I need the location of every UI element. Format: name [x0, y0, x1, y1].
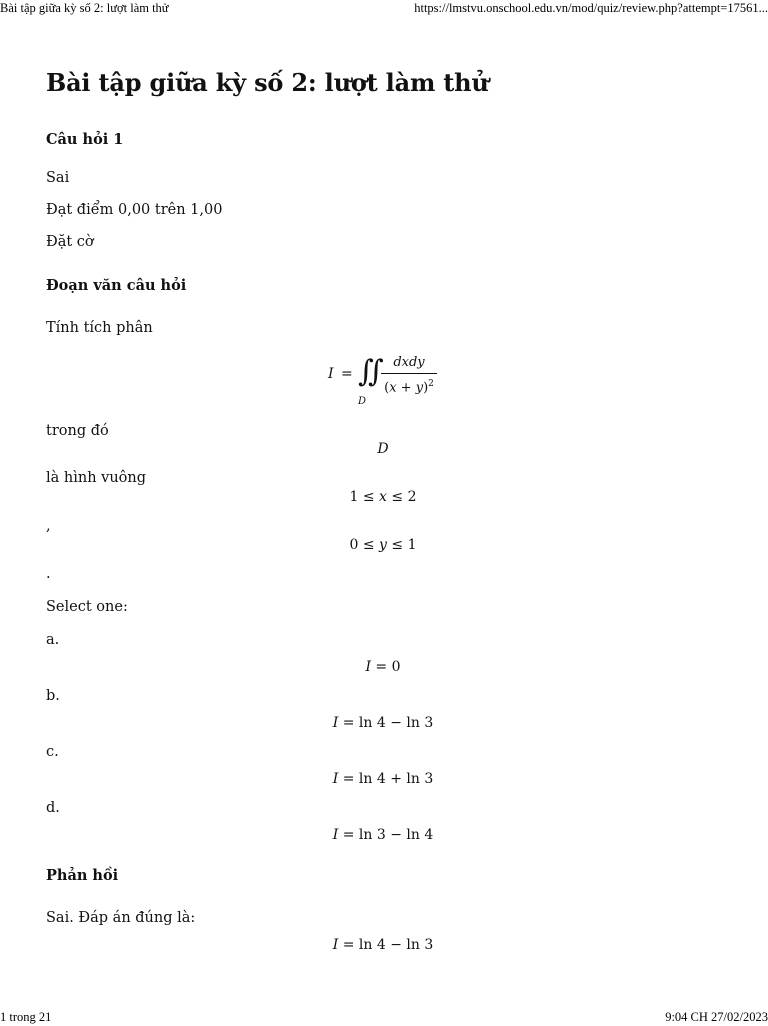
option-b-lhs: I: [332, 715, 339, 731]
page-title: Bài tập giữa kỳ số 2: lượt làm thử: [46, 68, 489, 97]
option-a-expr: = 0: [370, 659, 401, 675]
question-heading: Câu hỏi 1: [46, 131, 124, 148]
correct-answer-expr: = ln 4 − ln 3: [338, 937, 434, 953]
option-b-letter[interactable]: b.: [46, 688, 60, 704]
is-square-text: là hình vuông: [46, 470, 147, 486]
flag-question-link[interactable]: Đặt cờ: [46, 234, 94, 250]
formula-fraction: [381, 354, 437, 397]
print-datetime: 9:04 CH 27/02/2023: [665, 1010, 768, 1024]
formula-lhs: I: [328, 366, 334, 382]
cond-x-var: x: [379, 489, 387, 505]
formula-denominator: [381, 375, 437, 397]
region-d: D: [377, 441, 389, 457]
option-c-lhs: I: [332, 771, 339, 787]
option-d-answer[interactable]: [283, 827, 483, 843]
condition-x: [283, 489, 483, 505]
den-open: (: [384, 380, 390, 396]
den-x: x: [389, 380, 397, 396]
feedback-text: Sai. Đáp án đúng là:: [46, 910, 196, 926]
print-header-title: Bài tập giữa kỳ số 2: lượt làm thử: [0, 1, 169, 15]
option-a-answer[interactable]: [283, 659, 483, 675]
question-grade: Đạt điểm 0,00 trên 1,00: [46, 202, 223, 218]
cond-x-hi: ≤ 2: [386, 489, 417, 505]
option-b-expr: = ln 4 − ln 3: [338, 715, 434, 731]
cond-y-var: y: [379, 537, 387, 553]
cond-y-hi: ≤ 1: [386, 537, 417, 553]
den-exponent: 2: [428, 379, 434, 389]
integral-formula: [328, 354, 458, 410]
cond-x-lo: 1 ≤: [349, 489, 380, 505]
where-text: trong đó: [46, 423, 109, 439]
option-a-letter[interactable]: a.: [46, 632, 60, 648]
page-count: 1 trong 21: [0, 1010, 52, 1024]
option-d-expr: = ln 3 − ln 4: [338, 827, 434, 843]
option-c-answer[interactable]: [283, 771, 483, 787]
formula-equals: =: [341, 366, 353, 382]
condition-y: [283, 537, 483, 553]
select-one-label: Select one:: [46, 599, 128, 615]
fraction-bar: [381, 373, 437, 374]
cond-y-lo: 0 ≤: [349, 537, 380, 553]
comma: ,: [46, 518, 51, 534]
den-close: ): [423, 380, 429, 396]
period: .: [46, 566, 51, 582]
option-c-expr: = ln 4 + ln 3: [338, 771, 434, 787]
correct-answer-lhs: I: [332, 937, 339, 953]
option-a-lhs: I: [365, 659, 371, 675]
option-c-letter[interactable]: c.: [46, 744, 59, 760]
question-status: Sai: [46, 170, 70, 186]
den-plus: +: [396, 380, 416, 396]
question-text-heading: Đoạn văn câu hỏi: [46, 277, 187, 294]
correct-answer: [283, 937, 483, 953]
print-header-url: https://lmstvu.onschool.edu.vn/mod/quiz/review.php?attempt=17561...: [414, 1, 768, 15]
question-intro: Tính tích phân: [46, 320, 153, 336]
integral-region: D: [358, 396, 367, 407]
option-b-answer[interactable]: [283, 715, 483, 731]
option-d-letter[interactable]: d.: [46, 800, 60, 816]
print-header: [0, 1, 768, 17]
formula-numerator: dxdy: [393, 355, 425, 370]
den-y: y: [415, 380, 424, 396]
double-integral-symbol: ∬: [358, 354, 384, 389]
feedback-heading: Phản hồi: [46, 867, 119, 884]
region-symbol: [283, 441, 483, 457]
option-d-lhs: I: [332, 827, 339, 843]
